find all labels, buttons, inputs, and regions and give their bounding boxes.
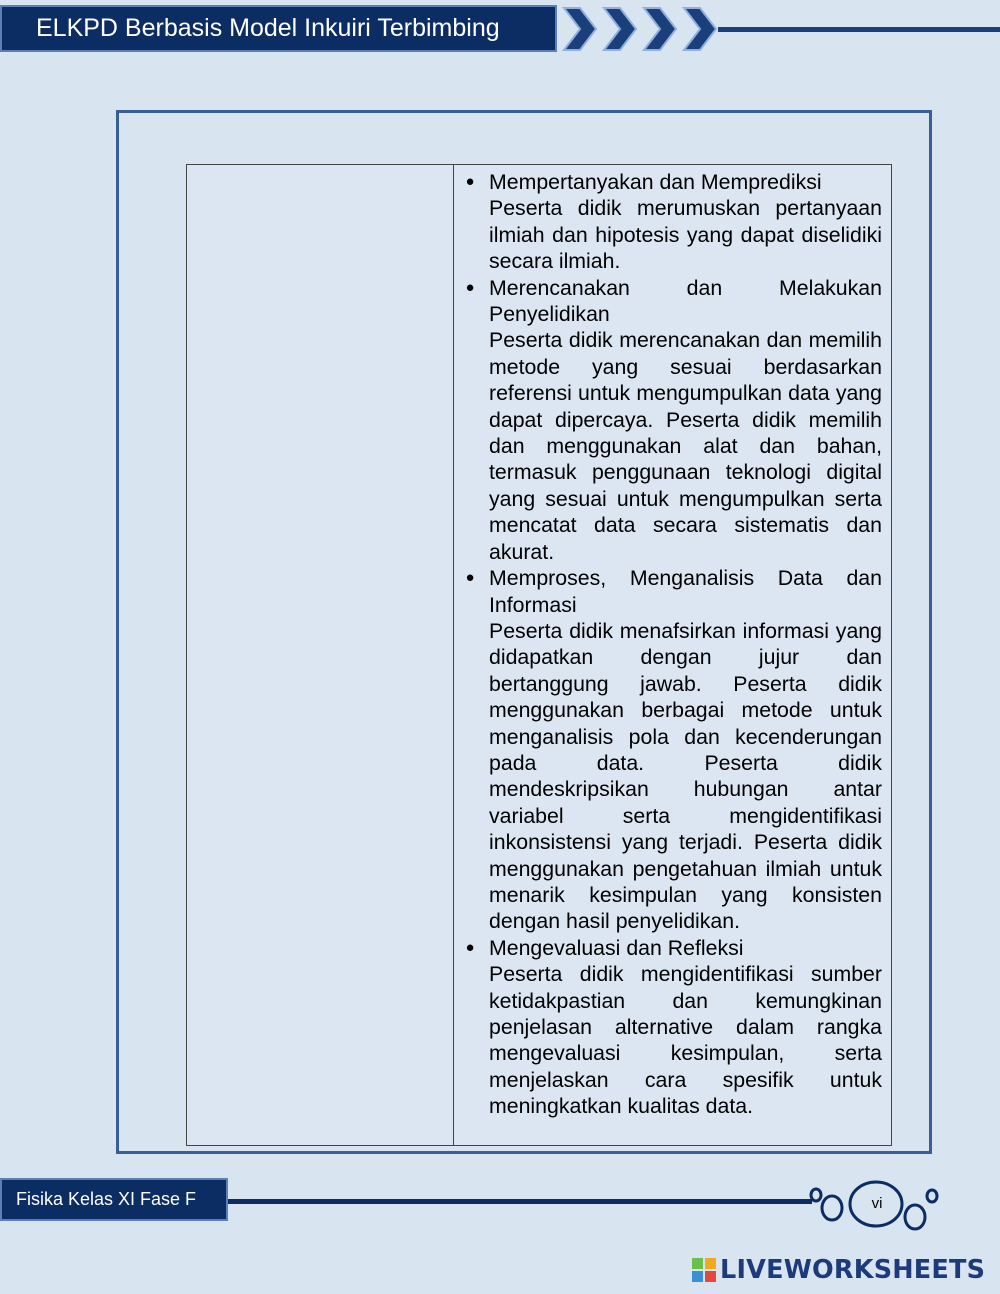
- circle-decoration-icon: [927, 1190, 937, 1202]
- header-title-bar: [0, 5, 557, 52]
- item-title: Mempertanyakan dan Memprediksi: [489, 170, 822, 194]
- header-rule: [718, 27, 1000, 32]
- table-left-cell: [187, 165, 454, 1145]
- item-description: Peserta didik menafsirkan informasi yang didapatkan dengan jujur dan bertanggung jawab. Peserta didik menggunakan berbagai metode untuk menganalisis pola dan kecenderungan pada data. Peserta didik mendeskripsikan hubungan antar variabel serta mengidentifikasi inkonsistensi yang terjadi. Peserta didik menggunakan pengetahuan ilmiah untuk menarik kesimpulan yang konsisten dengan hasil penyelidikan.: [489, 618, 882, 934]
- bullet-icon: ●: [465, 173, 475, 190]
- header-chevrons: [560, 2, 1000, 56]
- page-number: vi: [871, 1195, 883, 1212]
- liveworksheets-logo: [692, 1254, 992, 1286]
- circle-decoration-icon: [905, 1205, 925, 1229]
- chevron-right-icon: [604, 8, 636, 50]
- list-item: [465, 565, 882, 935]
- circle-decoration-icon: [811, 1189, 821, 1201]
- list-item: [465, 169, 882, 275]
- competency-list: [455, 165, 891, 1120]
- bullet-icon: ●: [465, 569, 475, 587]
- circle-decoration-icon: [822, 1196, 842, 1220]
- list-item: [465, 275, 882, 565]
- chevron-right-icon: [644, 8, 676, 50]
- item-title: Memproses, Menganalisis Data dan Informasi: [489, 566, 882, 617]
- table-right-cell: [455, 165, 891, 1145]
- chevron-right-icon: [684, 8, 716, 50]
- item-description: Peserta didik merumuskan pertanyaan ilmiah dan hipotesis yang dapat diselidiki secara ilmiah.: [489, 196, 882, 274]
- header-title: ELKPD Berbasis Model Inkuiri Terbimbing: [36, 14, 500, 42]
- item-title: Merencanakan dan Melakukan Penyelidikan: [489, 275, 882, 327]
- item-description: Peserta didik merencanakan dan memilih metode yang sesuai berdasarkan referensi untuk mengumpulkan data yang dapat dipercaya. Peserta didik memilih dan menggunakan alat dan bahan, termasuk penggunaan teknologi digital yang sesuai untuk mengumpulkan serta mencatat data secara sistematis dan akurat.: [489, 328, 882, 564]
- liveworksheets-mark-icon: [692, 1258, 716, 1282]
- competency-table: [186, 164, 892, 1146]
- item-title: Mengevaluasi dan Refleksi: [489, 935, 744, 960]
- footer-rule: [228, 1199, 812, 1204]
- footer-course: Fisika Kelas XI Fase F: [16, 1189, 197, 1209]
- bullet-icon: ●: [465, 278, 475, 296]
- item-description: Peserta didik mengidentifikasi sumber ketidakpastian dan kemungkinan penjelasan alternative dalam rangka mengevaluasi kesimpulan, serta menjelaskan cara spesifik untuk meningkatkan kualitas data.: [489, 962, 882, 1119]
- list-item: [465, 935, 882, 1120]
- liveworksheets-wordmark: LIVEWORKSHEETS: [720, 1255, 986, 1285]
- chevron-right-icon: [564, 8, 596, 50]
- footer-course-box: [0, 1178, 228, 1221]
- bullet-icon: ●: [465, 938, 475, 956]
